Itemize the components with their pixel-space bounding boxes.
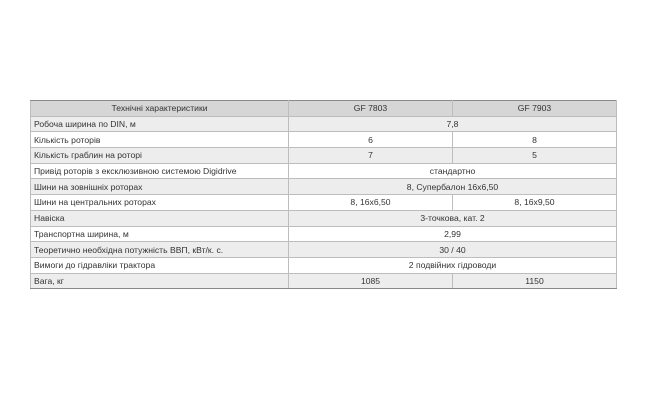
- table-row: [31, 163, 617, 179]
- value-digidrive: стандартно: [289, 163, 617, 179]
- row-label-rotor-count: Кількість роторів: [31, 132, 289, 148]
- row-label-tine-arms: Кількість граблин на роторі: [31, 148, 289, 164]
- table-row: [31, 273, 617, 289]
- header-characteristics: Технічні характеристики: [31, 101, 289, 117]
- table-row: [31, 226, 617, 242]
- header-model-gf7903: GF 7903: [453, 101, 617, 117]
- value-rotor-count-gf7803: 6: [289, 132, 453, 148]
- row-label-pto-power: Теоретично необхідна потужність ВВП, кВт/к. с.: [31, 242, 289, 258]
- table-row: [31, 116, 617, 132]
- row-label-weight: Вага, кг: [31, 273, 289, 289]
- header-model-gf7803: GF 7803: [289, 101, 453, 117]
- value-tine-arms-gf7903: 5: [453, 148, 617, 164]
- value-transport-width: 2,99: [289, 226, 617, 242]
- table-row: [31, 195, 617, 211]
- table-row: [31, 257, 617, 273]
- value-rotor-count-gf7903: 8: [453, 132, 617, 148]
- table-row: [31, 210, 617, 226]
- table-row: [31, 242, 617, 258]
- value-weight-gf7903: 1150: [453, 273, 617, 289]
- value-weight-gf7803: 1085: [289, 273, 453, 289]
- table-row: [31, 148, 617, 164]
- value-working-width: 7,8: [289, 116, 617, 132]
- row-label-hitch: Навіска: [31, 210, 289, 226]
- value-outer-tyres: 8, Супербалон 16x6,50: [289, 179, 617, 195]
- value-hydraulics: 2 подвійних гідроводи: [289, 257, 617, 273]
- value-tine-arms-gf7803: 7: [289, 148, 453, 164]
- value-central-tyres-gf7803: 8, 16x6,50: [289, 195, 453, 211]
- specifications-table: [30, 100, 617, 289]
- table-row: [31, 132, 617, 148]
- value-central-tyres-gf7903: 8, 16x9,50: [453, 195, 617, 211]
- row-label-working-width: Робоча ширина по DIN, м: [31, 116, 289, 132]
- row-label-hydraulics: Вимоги до гідравліки трактора: [31, 257, 289, 273]
- row-label-central-tyres: Шини на центральних роторах: [31, 195, 289, 211]
- row-label-digidrive: Привід роторів з ексклюзивною системою Digidrive: [31, 163, 289, 179]
- value-pto-power: 30 / 40: [289, 242, 617, 258]
- value-hitch: 3-точкова, кат. 2: [289, 210, 617, 226]
- table-row: [31, 179, 617, 195]
- row-label-transport-width: Транспортна ширина, м: [31, 226, 289, 242]
- table-header-row: [31, 101, 617, 117]
- row-label-outer-tyres: Шини на зовнішніх роторах: [31, 179, 289, 195]
